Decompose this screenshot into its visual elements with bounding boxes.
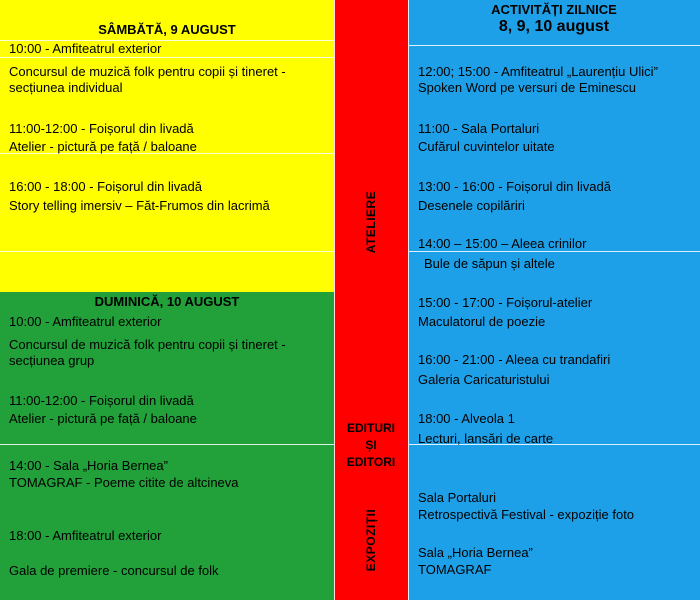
daily-line: 18:00 - Alveola 1 — [418, 411, 515, 426]
daily-line: TOMAGRAF — [418, 562, 492, 577]
sunday-line: 10:00 - Amfiteatrul exterior — [9, 314, 162, 329]
saturday-line: Story telling imersiv – Făt-Frumos din lacrimă — [9, 198, 270, 213]
daily-line: Bule de săpun și altele — [424, 256, 555, 271]
divider — [408, 45, 700, 46]
edituri-line: ȘI — [365, 438, 377, 452]
daily-line: 14:00 – 15:00 – Aleea crinilor — [418, 236, 587, 251]
sunday-line: Gala de premiere - concursul de folk — [9, 563, 219, 578]
expozitii-label: EXPOZIȚII — [364, 508, 378, 572]
edituri-line: EDITURI — [347, 421, 395, 435]
daily-line: 15:00 - 17:00 - Foișorul-atelier — [418, 295, 593, 310]
daily-line: Desenele copilăriri — [418, 198, 525, 213]
sunday-line: TOMAGRAF - Poeme citite de altcineva — [9, 475, 239, 490]
saturday-line: 11:00-12:00 - Foișorul din livadă — [9, 121, 194, 136]
daily-line: Sala Portaluri — [418, 490, 497, 505]
sunday-title: DUMINICĂ, 10 AUGUST — [94, 294, 240, 309]
ateliere-label: ATELIERE — [364, 190, 378, 254]
divider — [334, 0, 335, 600]
saturday-line: Atelier - pictură pe față / baloane — [9, 139, 197, 154]
daily-line: Sala „Horia Bernea” — [418, 545, 533, 560]
sunday-line: Concursul de muzică folk pentru copii și tineret - — [9, 337, 286, 352]
sunday-line: Atelier - pictură pe față / baloane — [9, 411, 197, 426]
divider — [0, 444, 334, 445]
saturday-title: SÂMBĂTĂ, 9 AUGUST — [98, 22, 236, 37]
saturday-line: Concursul de muzică folk pentru copii și tineret - — [9, 64, 286, 79]
daily-line: Retrospectivă Festival - expoziție foto — [418, 507, 635, 522]
divider — [0, 57, 334, 58]
daily-line: Cufărul cuvintelor uitate — [418, 139, 555, 154]
edituri-line: EDITORI — [346, 455, 396, 469]
daily-line: Spoken Word pe versuri de Eminescu — [418, 80, 636, 95]
saturday-line: secțiunea individual — [9, 80, 123, 95]
daily-line: 16:00 - 21:00 - Aleea cu trandafiri — [418, 352, 611, 367]
divider — [0, 251, 334, 252]
daily-line: 12:00; 15:00 - Amfiteatrul „Laurențiu Ulici” — [418, 64, 658, 79]
sunday-line: 11:00-12:00 - Foișorul din livadă — [9, 393, 194, 408]
daily-line: 13:00 - 16:00 - Foișorul din livadă — [418, 179, 611, 194]
daily-dates: 8, 9, 10 august — [498, 18, 610, 35]
daily-line: Maculatorul de poezie — [418, 314, 546, 329]
daily-line: Galeria Caricaturistului — [418, 372, 550, 387]
saturday-line: 10:00 - Amfiteatrul exterior — [9, 41, 162, 56]
divider — [408, 0, 409, 600]
daily-line: 11:00 - Sala Portaluri — [418, 121, 540, 136]
sunday-line: secțiunea grup — [9, 353, 95, 368]
edituri-label — [334, 420, 408, 471]
daily-title: ACTIVITĂȚI ZILNICE — [491, 2, 617, 17]
sunday-line: 18:00 - Amfiteatrul exterior — [9, 528, 162, 543]
daily-line: Lecturi, lansări de carte — [418, 431, 554, 446]
saturday-line: 16:00 - 18:00 - Foișorul din livadă — [9, 179, 202, 194]
sunday-line: 14:00 - Sala „Horia Bernea” — [9, 458, 168, 473]
